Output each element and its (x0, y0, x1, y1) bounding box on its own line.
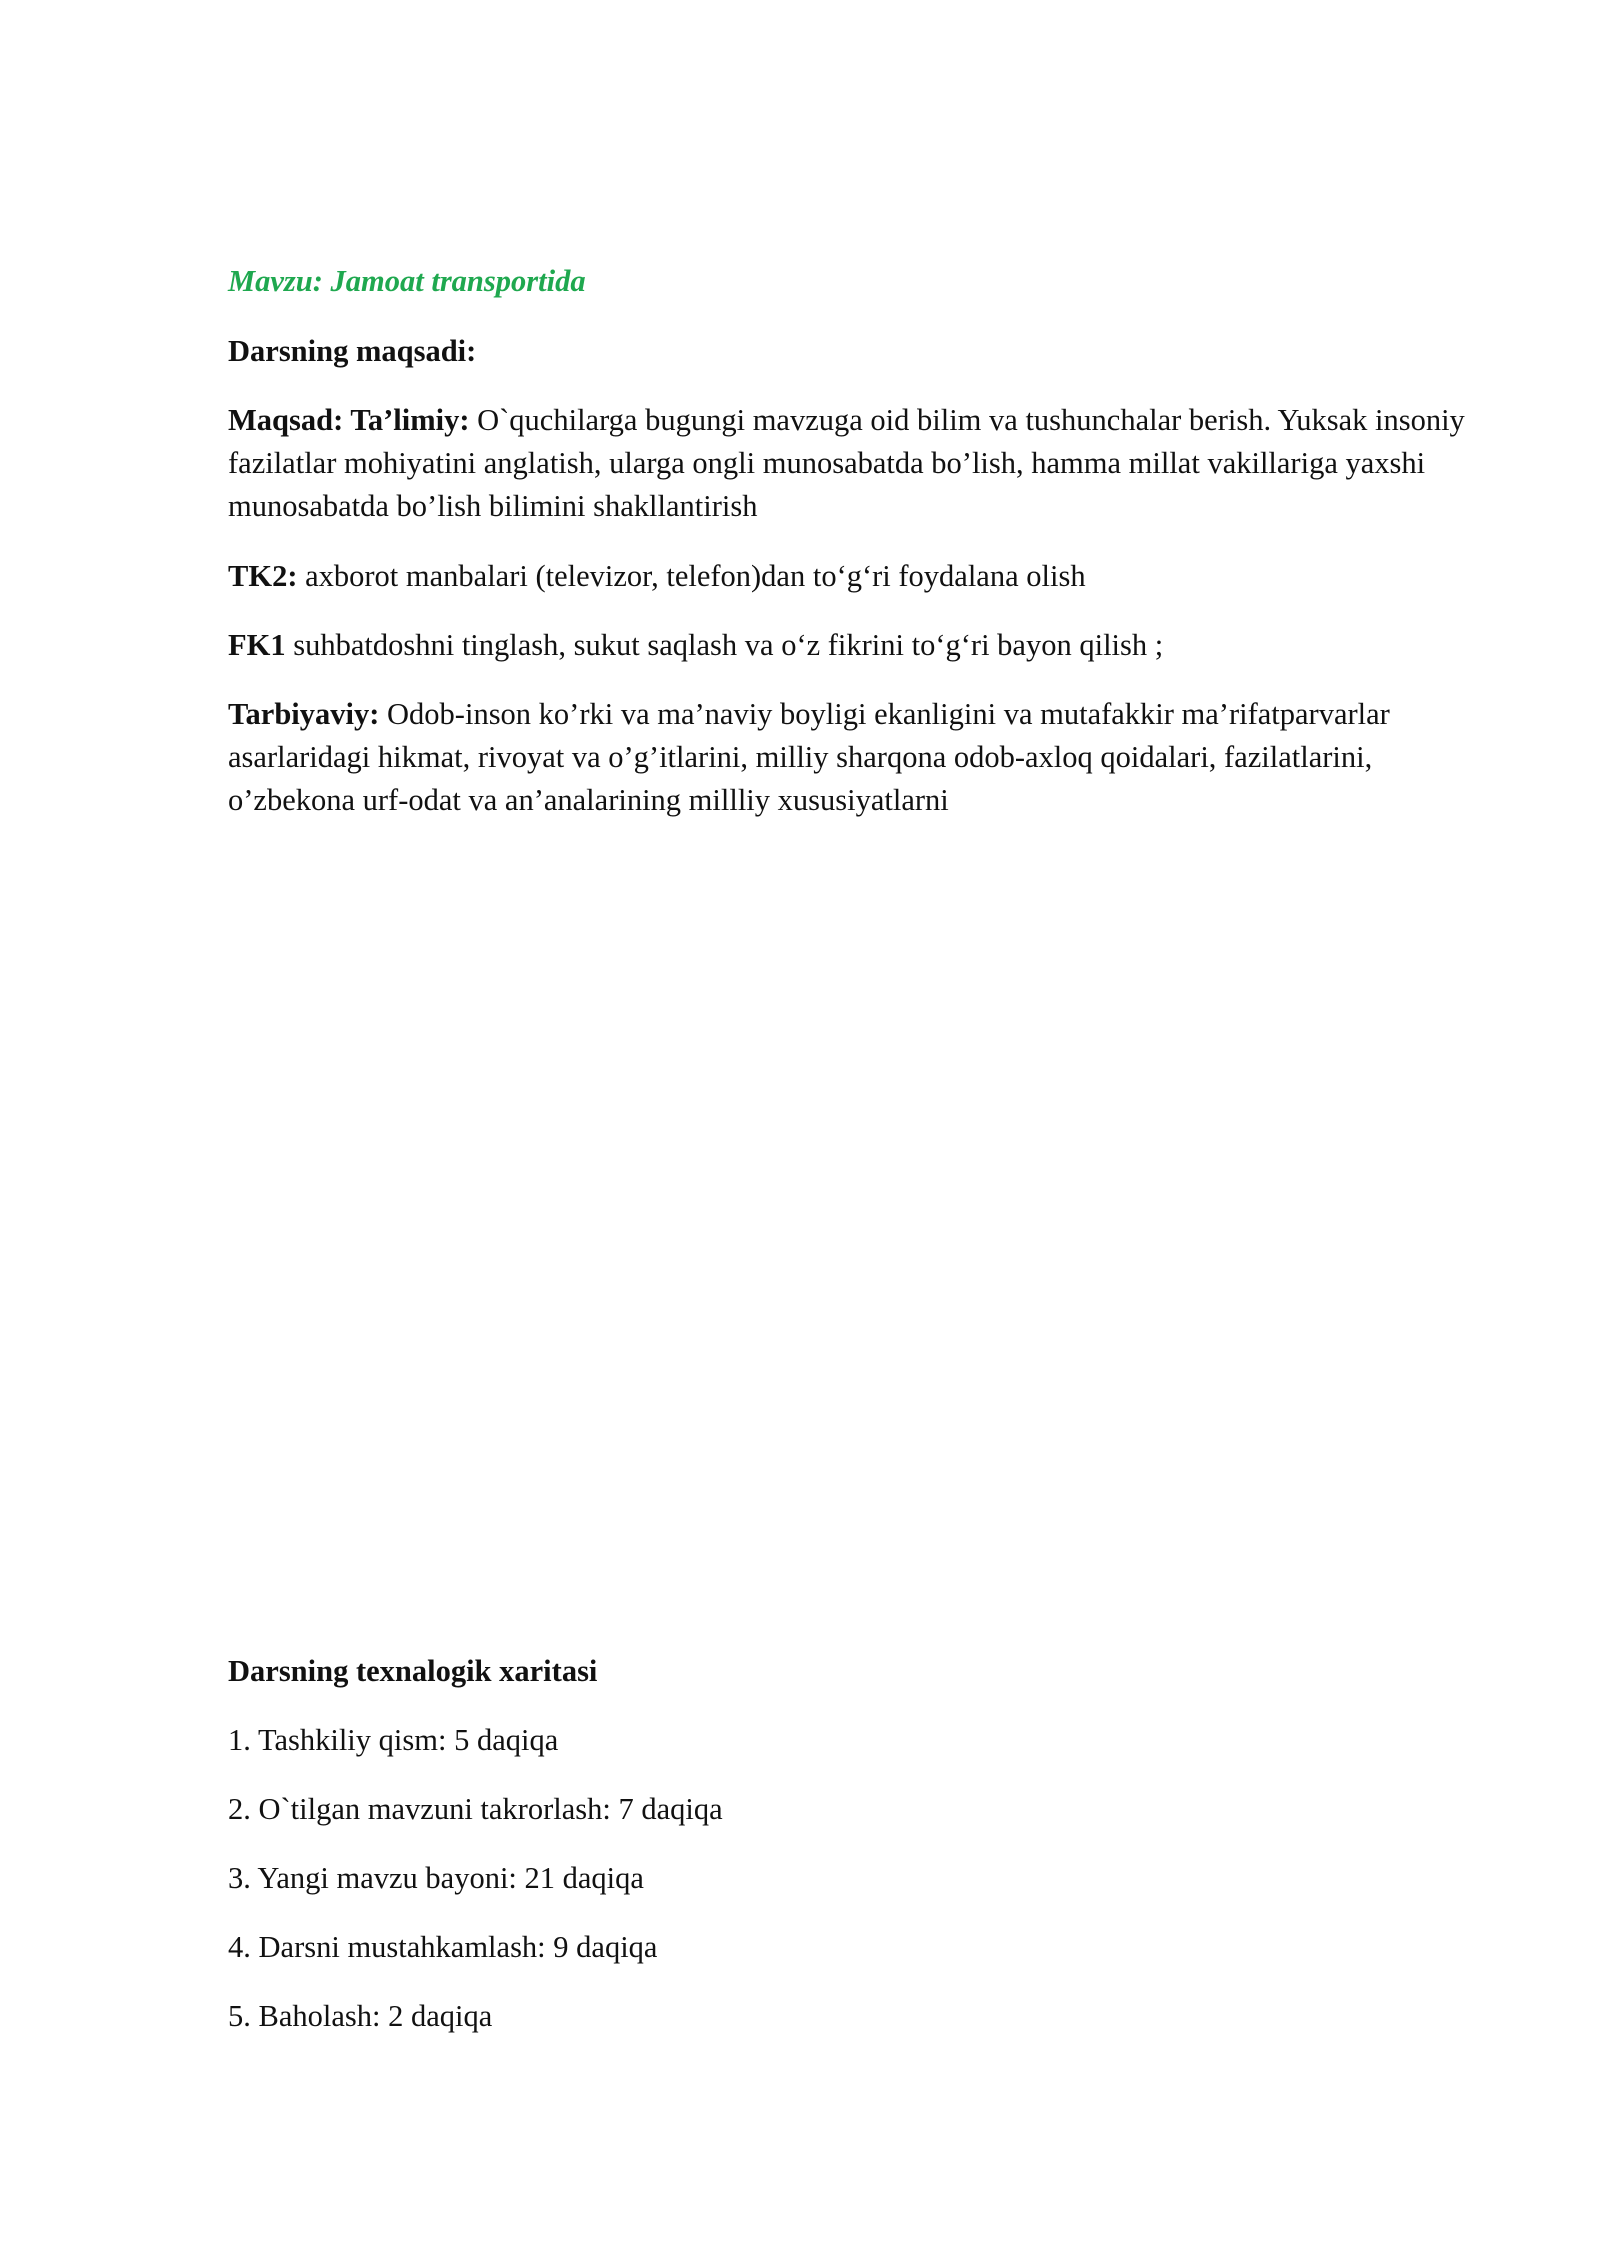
upbringing-goal-paragraph (228, 693, 1468, 822)
educational-goal-label: Maqsad: Ta’limiy: (228, 403, 470, 437)
map-item: 1. Tashkiliy qism: 5 daqiqa (228, 1723, 559, 1757)
map-item: 4. Darsni mustahkamlash: 9 daqiqa (228, 1930, 658, 1964)
technology-map-heading: Darsning texnalogik xaritasi (228, 1654, 598, 1688)
map-item: 5. Baholash: 2 daqiqa (228, 1999, 493, 2033)
lesson-topic: Mavzu: Jamoat transportida (228, 264, 586, 298)
upbringing-goal-text: Odob-inson ko’rki va ma’naviy boyligi ekanligini va mutafakkir ma’rifatparvarlar asarlaridagi hikmat, rivoyat va o’g’itlarini, milliy sharqona odob-axloq qoidalari, fazilatlarini, o’zbekona urf-odat va an’analarining millliy xususiyatlarni (228, 697, 1390, 817)
educational-goal-text: O`quchilarga bugungi mavzuga oid bilim va tushunchalar berish. Yuksak insoniy fazilatlar mohiyatini anglatish, ularga ongli munosabatda bo’lish, hamma millat vakillariga yaxshi munosabatda bo’lish bilimini shakllantirish (228, 403, 1465, 523)
upbringing-goal-label: Tarbiyaviy: (228, 697, 380, 731)
map-item: 3. Yangi mavzu bayoni: 21 daqiqa (228, 1861, 644, 1895)
competency-tk2-paragraph (228, 555, 1468, 598)
technology-map-list (228, 1719, 723, 2064)
goal-heading: Darsning maqsadi: (228, 334, 477, 368)
map-item: 2. O`tilgan mavzuni takrorlash: 7 daqiqa (228, 1792, 723, 1826)
educational-goal-paragraph (228, 399, 1468, 528)
competency-fk1-paragraph (228, 624, 1468, 667)
competency-tk2-label: TK2: (228, 559, 298, 593)
competency-tk2-text: axborot manbalari (televizor, telefon)dan to‘g‘ri foydalana olish (297, 559, 1086, 593)
competency-fk1-label: FK1 (228, 628, 286, 662)
competency-fk1-text: suhbatdoshni tinglash, sukut saqlash va o‘z fikrini to‘g‘ri bayon qilish ; (285, 628, 1164, 662)
